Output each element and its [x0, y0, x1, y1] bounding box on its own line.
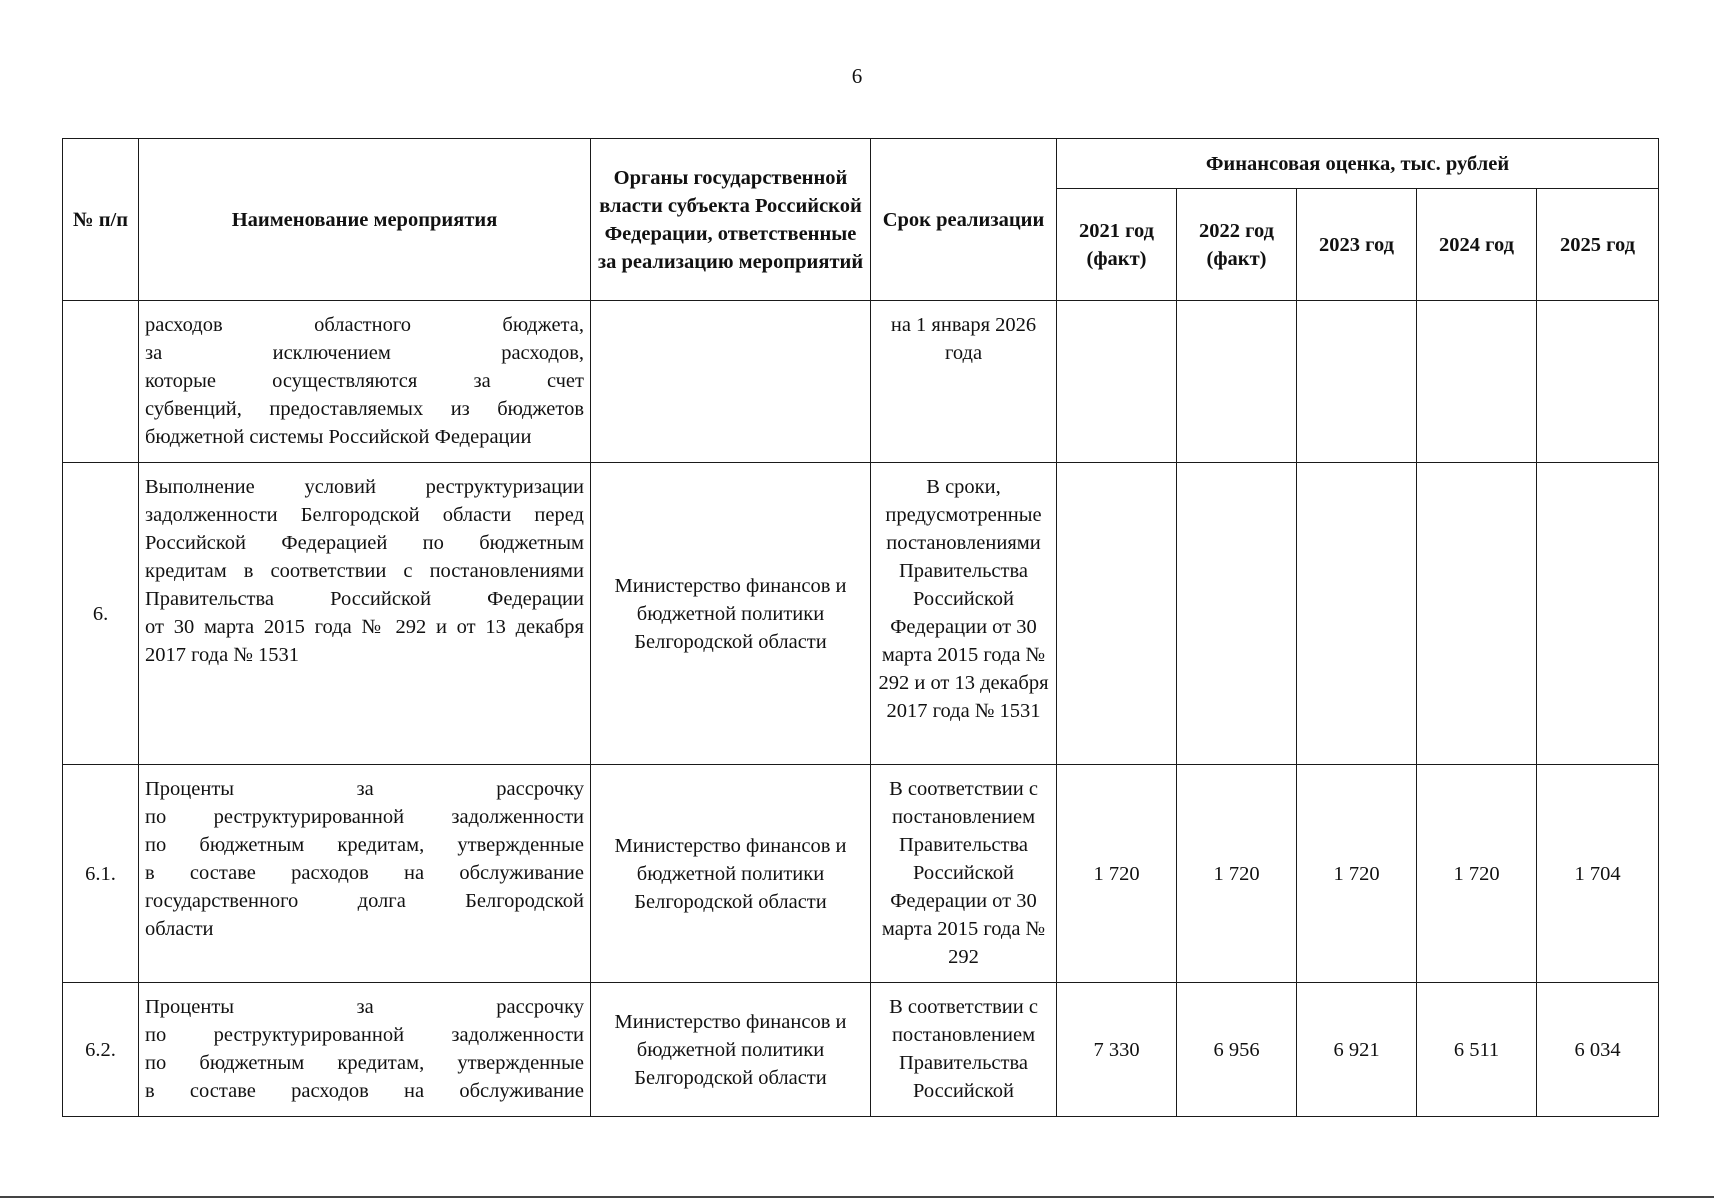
header-year-2024: 2024 год [1417, 189, 1537, 301]
value-2023: 6 921 [1297, 983, 1417, 1117]
measures-table [62, 138, 1659, 1117]
responsible-authority [591, 301, 871, 463]
header-name: Наименование мероприятия [139, 139, 591, 301]
measure-name-line: задолженности Белгородской области перед [145, 504, 584, 526]
value-2024 [1417, 301, 1537, 463]
measure-name-line: по бюджетным кредитам, утвержденные [145, 834, 584, 856]
measure-name-line: Выполнение условий реструктуризации [145, 476, 584, 498]
value-2025: 6 034 [1537, 983, 1659, 1117]
measure-name-line: Правительства Российской Федерации [145, 588, 584, 610]
measure-name-line: Российской Федерацией по бюджетным [145, 532, 584, 554]
value-2022: 6 956 [1177, 983, 1297, 1117]
measure-name-line: по реструктурированной задолженности [145, 806, 584, 828]
responsible-authority: Министерство финансов и бюджетной политики Белгородской области [591, 983, 871, 1117]
measure-name-line: бюджетной системы Российской Федерации [145, 426, 532, 448]
page-number: 6 [851, 64, 863, 88]
table-row [63, 301, 1659, 463]
row-number: 6.2. [63, 983, 139, 1117]
header-term: Срок реализации [871, 139, 1057, 301]
measure-name-line: по реструктурированной задолженности [145, 1024, 584, 1046]
measure-name-line: государственного долга Белгородской [145, 890, 584, 912]
measure-name [139, 463, 591, 765]
value-2025 [1537, 463, 1659, 765]
measure-name-line: 2017 года № 1531 [145, 644, 300, 666]
measure-name-line: субвенций, предоставляемых из бюджетов [145, 398, 584, 420]
value-2021: 7 330 [1057, 983, 1177, 1117]
value-2021 [1057, 301, 1177, 463]
header-num: № п/п [63, 139, 139, 301]
measure-name-line: области [145, 918, 214, 940]
implementation-term: В соответствии с постановлением Правительства Российской Федерации от 30 марта 2015 года № 292 [871, 765, 1057, 983]
value-2025: 1 704 [1537, 765, 1659, 983]
header-year-2025: 2025 год [1537, 189, 1659, 301]
value-2022: 1 720 [1177, 765, 1297, 983]
measure-name-line: Проценты за рассрочку [145, 996, 584, 1018]
row-number: 6.1. [63, 765, 139, 983]
header-year-2023: 2023 год [1297, 189, 1417, 301]
value-2025 [1537, 301, 1659, 463]
header-year-2021: 2021 год (факт) [1057, 189, 1177, 301]
value-2021: 1 720 [1057, 765, 1177, 983]
measure-name-line: в составе расходов на обслуживание [145, 1080, 584, 1102]
value-2024: 1 720 [1417, 765, 1537, 983]
responsible-authority: Министерство финансов и бюджетной политики Белгородской области [591, 463, 871, 765]
measure-name-line: от 30 марта 2015 года № 292 и от 13 декабря [145, 616, 584, 638]
measure-name [139, 765, 591, 983]
value-2023 [1297, 301, 1417, 463]
measure-name-line: кредитам в соответствии с постановлениями [145, 560, 584, 582]
table-row [63, 463, 1659, 765]
implementation-term: В соответствии с постановлением Правительства Российской [871, 983, 1057, 1117]
measure-name-line: расходов областного бюджета, [145, 314, 584, 336]
measure-name [139, 301, 591, 463]
value-2024: 6 511 [1417, 983, 1537, 1117]
table-row [63, 983, 1659, 1117]
responsible-authority: Министерство финансов и бюджетной политики Белгородской области [591, 765, 871, 983]
value-2024 [1417, 463, 1537, 765]
measure-name-line: которые осуществляются за счет [145, 370, 584, 392]
value-2022 [1177, 301, 1297, 463]
measure-name-line: по бюджетным кредитам, утвержденные [145, 1052, 584, 1074]
measure-name-line: за исключением расходов, [145, 342, 584, 364]
measure-name-line: Проценты за рассрочку [145, 778, 584, 800]
row-number: 6. [63, 463, 139, 765]
header-finance: Финансовая оценка, тыс. рублей [1057, 139, 1659, 189]
header-org: Органы государственной власти субъекта Российской Федерации, ответственные за реализацию мероприятий [591, 139, 871, 301]
implementation-term: В сроки, предусмотренные постановлениями Правительства Российской Федерации от 30 марта 2015 года № 292 и от 13 декабря 2017 года № 1531 [871, 463, 1057, 765]
measure-name [139, 983, 591, 1117]
header-year-2022: 2022 год (факт) [1177, 189, 1297, 301]
value-2023 [1297, 463, 1417, 765]
value-2022 [1177, 463, 1297, 765]
table-row [63, 765, 1659, 983]
row-number [63, 301, 139, 463]
value-2021 [1057, 463, 1177, 765]
implementation-term: на 1 января 2026 года [871, 301, 1057, 463]
measure-name-line: в составе расходов на обслуживание [145, 862, 584, 884]
value-2023: 1 720 [1297, 765, 1417, 983]
scan-edge-line [0, 1196, 1714, 1198]
